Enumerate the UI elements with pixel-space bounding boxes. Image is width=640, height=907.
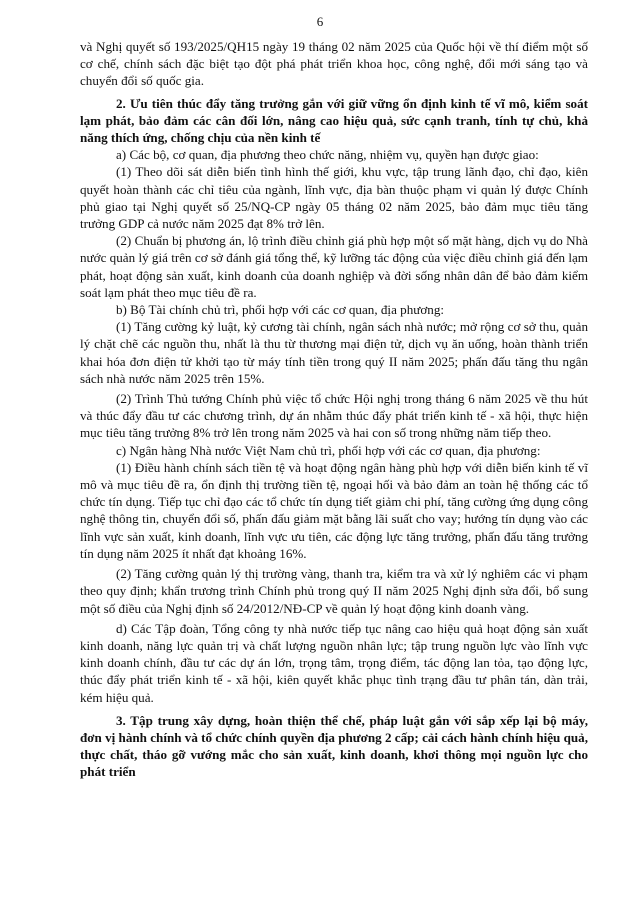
item-b-1-paragraph: (1) Tăng cường kỷ luật, kỷ cương tài chính, ngân sách nhà nước; mở rộng cơ sở thu, quản lý chặt chẽ các nguồn thu, nhất là thu từ thương mại điện tử, dịch vụ ăn uống, hoàn thành triển khai hóa đơn điện tử khởi tạo từ máy tính tiền trong quý II năm 2025; phấn đấu tăng thu ngân sách nhà nước năm 2025 trên 15%. [80,319,588,386]
item-b-paragraph: b) Bộ Tài chính chủ trì, phối hợp với các cơ quan, địa phương: [116,302,445,318]
item-a-1-paragraph: (1) Theo dõi sát diễn biến tình hình thế giới, khu vực, tập trung lãnh đạo, chỉ đạo, kiên quyết hoàn thành các chỉ tiêu của ngành, lĩnh vực, địa bàn thuộc phạm vi quản lý được Chính phủ giao tại Nghị quyết số 25/NQ-CP ngày 05 tháng 02 năm 2025, bảo đảm mục tiêu tăng trưởng GDP cả nước năm 2025 đạt 8% trở lên. [80,164,588,232]
item-d-paragraph: d) Các Tập đoàn, Tổng công ty nhà nước tiếp tục nâng cao hiệu quả hoạt động sản xuất kinh doanh, năng lực quản trị và chất lượng nguồn nhân lực; tập trung nguồn lực vào lĩnh vực kinh doanh chính, đầu tư các dự án lớn, trọng tâm, trọng điểm, tác động lan tỏa, tạo động lực, thúc đẩy phát triển kinh tế - xã hội, kiên quyết khắc phục tình trạng đầu tư phân tán, dàn trải, kém hiệu quả. [80,620,588,705]
section-3-heading: 3. Tập trung xây dựng, hoàn thiện thể chế, pháp luật gắn với sắp xếp lại bộ máy, đơn vị hành chính và tổ chức chính quyền địa phương 2 cấp; cải cách hành chính hiệu quả, thực chất, tháo gỡ vướng mắc cho sản xuất, kinh doanh, khơi thông mọi nguồn lực cho phát triển [80,712,588,780]
intro-continuation-paragraph: và Nghị quyết số 193/2025/QH15 ngày 19 tháng 02 năm 2025 của Quốc hội về thí điểm một số cơ chế, chính sách đặc biệt tạo đột phá phát triển khoa học, công nghệ, đổi mới sáng tạo và chuyển đổi số quốc gia. [80,39,588,89]
item-c-paragraph: c) Ngân hàng Nhà nước Việt Nam chủ trì, phối hợp với các cơ quan, địa phương: [116,442,541,458]
item-c-1-paragraph: (1) Điều hành chính sách tiền tệ và hoạt động ngân hàng phù hợp với diễn biến kinh tế vĩ mô và mục tiêu đề ra, ổn định thị trường tiền tệ, ngoại hối và bảo đảm an toàn hệ thống các tổ chức tín dụng. Tiếp tục chỉ đạo các tổ chức tín dụng tiết giảm chi phí, tăng cường ứng dụng công nghệ thông tin, chuyển đổi số, phấn đấu giảm mặt bằng lãi suất cho vay; hướng tín dụng vào các lĩnh vực sản xuất, kinh doanh, lĩnh vực ưu tiên, các động lực tăng trưởng, phấn đấu tăng trưởng tín dụng năm 2025 ít nhất đạt khoảng 16%. [80,459,588,561]
item-b-2-paragraph: (2) Trình Thủ tướng Chính phủ việc tổ chức Hội nghị trong tháng 6 năm 2025 về thu hút và thúc đẩy đầu tư các chương trình, dự án nhằm thúc đẩy phát triển kinh tế - xã hội, thực hiện mục tiêu tăng trưởng 8% trở lên trong năm 2025 và hai con số trong những năm tiếp theo. [80,391,588,441]
page-number: 6 [316,14,324,29]
item-a-paragraph: a) Các bộ, cơ quan, địa phương theo chức năng, nhiệm vụ, quyền hạn được giao: [116,147,539,163]
item-a-2-paragraph: (2) Chuẩn bị phương án, lộ trình điều chỉnh giá phù hợp một số mặt hàng, dịch vụ do Nhà nước quản lý giá trên cơ sở đánh giá tổng thể, kỹ lưỡng tác động của việc điều chỉnh giá đến lạm phát, hoạt động sản xuất, kinh doanh của doanh nghiệp và đời sống nhân dân để bảo đảm kiểm soát lạm phát theo mục tiêu đề ra. [80,233,588,300]
document-body [80,38,588,781]
section-2-heading: 2. Ưu tiên thúc đẩy tăng trưởng gắn với giữ vững ổn định kinh tế vĩ mô, kiểm soát lạm phát, bảo đảm các cân đối lớn, nâng cao hiệu quả, sức cạnh tranh, tính tự chủ, khả năng thích ứng, chống chịu của nền kinh tế [80,95,588,146]
item-c-2-paragraph: (2) Tăng cường quản lý thị trường vàng, thanh tra, kiểm tra và xử lý nghiêm các vi phạm theo quy định; khẩn trương trình Chính phủ trong quý II năm 2025 Nghị định sửa đổi, bổ sung một số điều của Nghị định số 24/2012/NĐ-CP về quản lý hoạt động kinh doanh vàng. [80,566,588,616]
